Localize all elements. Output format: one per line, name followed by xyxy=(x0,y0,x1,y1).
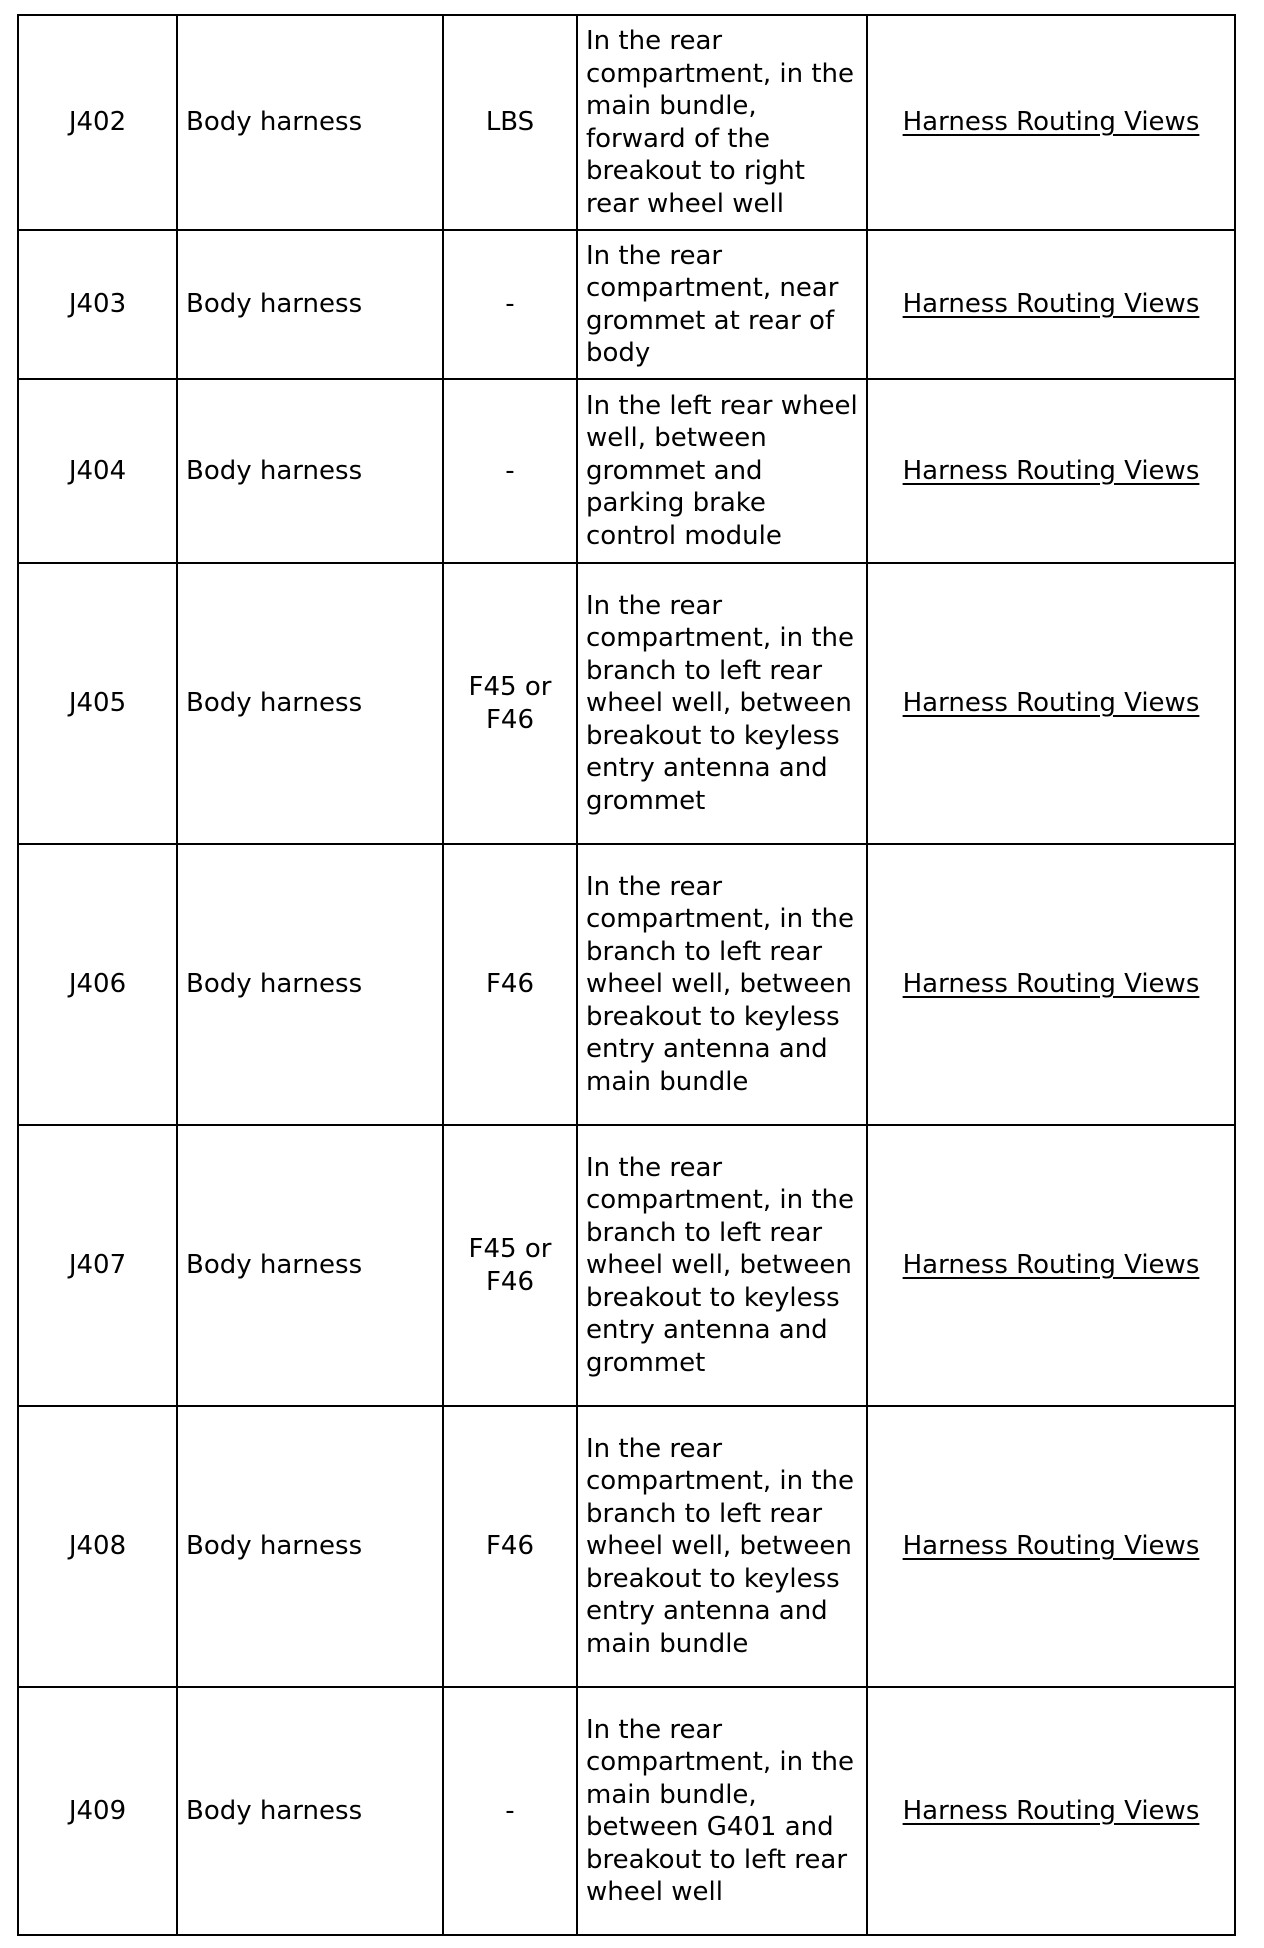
table-row xyxy=(18,844,1235,1125)
link-cell xyxy=(867,1406,1235,1687)
table-row xyxy=(18,1406,1235,1687)
harness-name: Body harness xyxy=(177,230,443,379)
location-description: In the rear compartment, in the main bundle, between G401 and breakout to left rear wheel well xyxy=(577,1687,867,1935)
table-row xyxy=(18,230,1235,379)
table-row xyxy=(18,563,1235,844)
harness-routing-views-link[interactable]: Harness Routing Views xyxy=(902,969,1200,1000)
harness-routing-views-link[interactable]: Harness Routing Views xyxy=(902,107,1200,138)
option-code: F45 or F46 xyxy=(443,563,577,844)
option-code: - xyxy=(443,379,577,563)
table-row xyxy=(18,15,1235,230)
option-code: F45 or F46 xyxy=(443,1125,577,1406)
harness-routing-views-link[interactable]: Harness Routing Views xyxy=(902,1250,1200,1281)
connector-location-table xyxy=(17,14,1236,1936)
harness-name: Body harness xyxy=(177,1125,443,1406)
connector-id: J406 xyxy=(18,844,177,1125)
harness-name: Body harness xyxy=(177,15,443,230)
option-code: - xyxy=(443,230,577,379)
location-description: In the rear compartment, in the branch to left rear wheel well, between breakout to keyless entry antenna and main bundle xyxy=(577,844,867,1125)
link-cell xyxy=(867,844,1235,1125)
harness-name: Body harness xyxy=(177,844,443,1125)
table-row xyxy=(18,379,1235,563)
location-description: In the left rear wheel well, between grommet and parking brake control module xyxy=(577,379,867,563)
option-code: F46 xyxy=(443,1406,577,1687)
harness-routing-views-link[interactable]: Harness Routing Views xyxy=(902,455,1200,486)
connector-id: J405 xyxy=(18,563,177,844)
connector-id: J409 xyxy=(18,1687,177,1935)
option-code: - xyxy=(443,1687,577,1935)
harness-routing-views-link[interactable]: Harness Routing Views xyxy=(902,1531,1200,1562)
connector-id: J404 xyxy=(18,379,177,563)
harness-name: Body harness xyxy=(177,1406,443,1687)
harness-name: Body harness xyxy=(177,563,443,844)
harness-routing-views-link[interactable]: Harness Routing Views xyxy=(902,688,1200,719)
harness-routing-views-link[interactable]: Harness Routing Views xyxy=(902,1795,1200,1826)
option-code: LBS xyxy=(443,15,577,230)
connector-id: J408 xyxy=(18,1406,177,1687)
link-cell xyxy=(867,15,1235,230)
connector-id: J407 xyxy=(18,1125,177,1406)
link-cell xyxy=(867,563,1235,844)
table-row xyxy=(18,1125,1235,1406)
location-description: In the rear compartment, in the branch to left rear wheel well, between breakout to keyless entry antenna and main bundle xyxy=(577,1406,867,1687)
harness-routing-views-link[interactable]: Harness Routing Views xyxy=(902,289,1200,320)
location-description: In the rear compartment, in the main bundle, forward of the breakout to right rear wheel well xyxy=(577,15,867,230)
link-cell xyxy=(867,1687,1235,1935)
link-cell xyxy=(867,379,1235,563)
location-description: In the rear compartment, in the branch to left rear wheel well, between breakout to keyless entry antenna and grommet xyxy=(577,563,867,844)
option-code: F46 xyxy=(443,844,577,1125)
location-description: In the rear compartment, near grommet at rear of body xyxy=(577,230,867,379)
connector-id: J402 xyxy=(18,15,177,230)
table-row xyxy=(18,1687,1235,1935)
harness-name: Body harness xyxy=(177,1687,443,1935)
link-cell xyxy=(867,230,1235,379)
harness-name: Body harness xyxy=(177,379,443,563)
connector-id: J403 xyxy=(18,230,177,379)
link-cell xyxy=(867,1125,1235,1406)
location-description: In the rear compartment, in the branch to left rear wheel well, between breakout to keyless entry antenna and grommet xyxy=(577,1125,867,1406)
